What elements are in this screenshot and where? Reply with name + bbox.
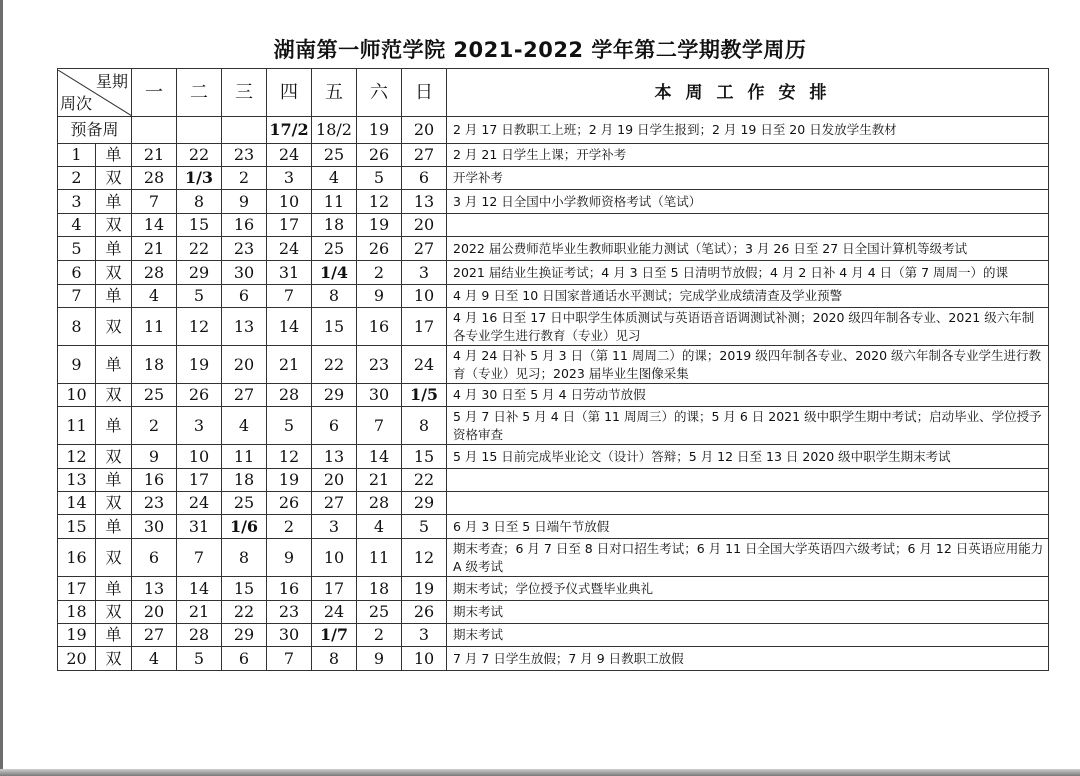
week-row — [58, 346, 1049, 384]
day-cell: 10 — [402, 647, 447, 671]
day-cell: 14 — [267, 308, 312, 346]
day-cell: 24 — [177, 492, 222, 515]
day-cell: 9 — [357, 285, 402, 308]
week-parity-cell: 单 — [96, 144, 132, 167]
day-cell: 18/2 — [312, 117, 357, 144]
week-number-cell: 19 — [58, 624, 96, 647]
week-parity-cell: 双 — [96, 601, 132, 624]
corner-label-weekday: 星期 — [95, 71, 128, 91]
week-parity-cell: 单 — [96, 624, 132, 647]
day-cell: 14 — [357, 445, 402, 469]
day-cell: 6 — [312, 407, 357, 445]
header-day-fri: 五 — [312, 69, 357, 117]
teaching-calendar-table — [57, 68, 1049, 671]
day-cell: 22 — [402, 469, 447, 492]
day-cell: 25 — [312, 237, 357, 261]
week-row — [58, 647, 1049, 671]
week-parity-cell: 双 — [96, 261, 132, 285]
week-number-cell: 7 — [58, 285, 96, 308]
day-cell: 17 — [312, 577, 357, 601]
week-number-cell: 2 — [58, 167, 96, 190]
week-number-cell: 9 — [58, 346, 96, 384]
week-row — [58, 492, 1049, 515]
week-parity-cell: 单 — [96, 407, 132, 445]
arrangement-cell — [447, 492, 1049, 515]
day-cell: 26 — [402, 601, 447, 624]
day-cell: 24 — [402, 346, 447, 384]
day-cell: 3 — [402, 261, 447, 285]
day-cell: 23 — [222, 237, 267, 261]
day-cell: 12 — [357, 190, 402, 214]
week-parity-cell: 双 — [96, 308, 132, 346]
day-cell: 1/7 — [312, 624, 357, 647]
week-row — [58, 445, 1049, 469]
day-cell: 5 — [402, 515, 447, 539]
day-cell — [222, 117, 267, 144]
day-cell: 15 — [312, 308, 357, 346]
day-cell: 17 — [177, 469, 222, 492]
week-number-cell: 6 — [58, 261, 96, 285]
day-cell: 28 — [132, 167, 177, 190]
day-cell: 3 — [312, 515, 357, 539]
day-cell: 17 — [402, 308, 447, 346]
day-cell: 21 — [357, 469, 402, 492]
day-cell: 20 — [222, 346, 267, 384]
week-number-cell: 11 — [58, 407, 96, 445]
day-cell: 7 — [267, 285, 312, 308]
week-number-cell: 20 — [58, 647, 96, 671]
day-cell: 17 — [267, 214, 312, 237]
day-cell: 4 — [132, 647, 177, 671]
week-number-cell: 16 — [58, 539, 96, 577]
day-cell: 20 — [132, 601, 177, 624]
day-cell: 18 — [357, 577, 402, 601]
day-cell: 18 — [222, 469, 267, 492]
day-cell: 20 — [402, 117, 447, 144]
day-cell: 22 — [312, 346, 357, 384]
arrangement-cell: 期末考试 — [447, 624, 1049, 647]
week-row — [58, 601, 1049, 624]
day-cell: 24 — [312, 601, 357, 624]
day-cell: 10 — [267, 190, 312, 214]
day-cell: 2 — [357, 624, 402, 647]
week-row — [58, 144, 1049, 167]
week-parity-cell: 单 — [96, 285, 132, 308]
week-number-cell: 13 — [58, 469, 96, 492]
header-day-thu: 四 — [267, 69, 312, 117]
day-cell: 30 — [222, 261, 267, 285]
day-cell: 21 — [267, 346, 312, 384]
day-cell: 24 — [267, 237, 312, 261]
arrangement-cell: 4 月 16 日至 17 日中职学生体质测试与英语语音语调测试补测；2020 级四年制各专业、2021 级六年制各专业学生进行教育（专业）见习 — [447, 308, 1049, 346]
week-row — [58, 190, 1049, 214]
prep-week-row — [58, 117, 1049, 144]
week-parity-cell: 双 — [96, 445, 132, 469]
day-cell: 11 — [357, 539, 402, 577]
day-cell: 24 — [267, 144, 312, 167]
day-cell: 1/5 — [402, 384, 447, 407]
day-cell: 15 — [177, 214, 222, 237]
day-cell: 9 — [222, 190, 267, 214]
week-row — [58, 167, 1049, 190]
week-number-cell: 18 — [58, 601, 96, 624]
day-cell: 30 — [267, 624, 312, 647]
arrangement-cell: 2 月 17 日教职工上班；2 月 19 日学生报到；2 月 19 日至 20 日发放学生教材 — [447, 117, 1049, 144]
arrangement-cell: 2021 届结业生换证考试；4 月 3 日至 5 日清明节放假；4 月 2 日补 4 月 4 日（第 7 周周一）的课 — [447, 261, 1049, 285]
day-cell: 8 — [222, 539, 267, 577]
day-cell: 17/2 — [267, 117, 312, 144]
week-parity-cell: 双 — [96, 539, 132, 577]
week-number-cell: 14 — [58, 492, 96, 515]
day-cell: 1/4 — [312, 261, 357, 285]
arrangement-cell: 5 月 15 日前完成毕业论文（设计）答辩；5 月 12 日至 13 日 2020 级中职学生期末考试 — [447, 445, 1049, 469]
day-cell: 13 — [402, 190, 447, 214]
day-cell: 27 — [312, 492, 357, 515]
day-cell: 19 — [357, 214, 402, 237]
arrangement-cell — [447, 469, 1049, 492]
day-cell: 7 — [177, 539, 222, 577]
day-cell: 21 — [132, 144, 177, 167]
day-cell: 11 — [312, 190, 357, 214]
day-cell: 5 — [177, 647, 222, 671]
day-cell: 22 — [222, 601, 267, 624]
day-cell: 10 — [177, 445, 222, 469]
day-cell: 26 — [267, 492, 312, 515]
week-row — [58, 539, 1049, 577]
corner-label-week: 周次 — [60, 93, 93, 113]
week-row — [58, 308, 1049, 346]
day-cell: 16 — [132, 469, 177, 492]
day-cell: 13 — [222, 308, 267, 346]
day-cell: 11 — [222, 445, 267, 469]
week-row — [58, 624, 1049, 647]
day-cell: 5 — [357, 167, 402, 190]
week-row — [58, 214, 1049, 237]
page-edge-left — [0, 0, 3, 776]
arrangement-cell: 开学补考 — [447, 167, 1049, 190]
day-cell: 19 — [402, 577, 447, 601]
arrangement-cell: 7 月 7 日学生放假；7 月 9 日教职工放假 — [447, 647, 1049, 671]
day-cell: 2 — [267, 515, 312, 539]
day-cell: 29 — [402, 492, 447, 515]
day-cell: 13 — [132, 577, 177, 601]
arrangement-cell: 5 月 7 日补 5 月 4 日（第 11 周周三）的课；5 月 6 日 2021 级中职学生期中考试；启动毕业、学位授予资格审查 — [447, 407, 1049, 445]
week-number-cell: 4 — [58, 214, 96, 237]
day-cell: 2 — [132, 407, 177, 445]
week-parity-cell: 双 — [96, 647, 132, 671]
day-cell: 25 — [132, 384, 177, 407]
day-cell: 5 — [177, 285, 222, 308]
header-row — [58, 69, 1049, 117]
day-cell: 10 — [402, 285, 447, 308]
day-cell: 25 — [312, 144, 357, 167]
day-cell: 8 — [402, 407, 447, 445]
day-cell: 3 — [402, 624, 447, 647]
day-cell: 9 — [267, 539, 312, 577]
day-cell: 20 — [312, 469, 357, 492]
day-cell: 18 — [132, 346, 177, 384]
day-cell: 6 — [222, 647, 267, 671]
day-cell: 12 — [267, 445, 312, 469]
day-cell: 27 — [402, 237, 447, 261]
day-cell: 28 — [177, 624, 222, 647]
day-cell: 14 — [132, 214, 177, 237]
week-number-cell: 17 — [58, 577, 96, 601]
day-cell: 30 — [132, 515, 177, 539]
day-cell: 18 — [312, 214, 357, 237]
day-cell: 30 — [357, 384, 402, 407]
day-cell: 1/3 — [177, 167, 222, 190]
day-cell: 11 — [132, 308, 177, 346]
day-cell: 2 — [222, 167, 267, 190]
day-cell: 12 — [177, 308, 222, 346]
arrangement-cell: 期末考试；学位授予仪式暨毕业典礼 — [447, 577, 1049, 601]
week-row — [58, 407, 1049, 445]
week-number-cell: 1 — [58, 144, 96, 167]
day-cell: 4 — [357, 515, 402, 539]
day-cell: 8 — [312, 647, 357, 671]
day-cell: 7 — [357, 407, 402, 445]
arrangement-cell: 4 月 9 日至 10 日国家普通话水平测试；完成学业成绩清查及学业预警 — [447, 285, 1049, 308]
day-cell: 16 — [222, 214, 267, 237]
day-cell: 5 — [267, 407, 312, 445]
day-cell: 3 — [177, 407, 222, 445]
day-cell: 23 — [357, 346, 402, 384]
day-cell — [177, 117, 222, 144]
day-cell: 16 — [267, 577, 312, 601]
arrangement-cell: 期末考试 — [447, 601, 1049, 624]
week-row — [58, 261, 1049, 285]
day-cell: 31 — [177, 515, 222, 539]
day-cell: 25 — [357, 601, 402, 624]
arrangement-cell: 2022 届公费师范毕业生教师职业能力测试（笔试）；3 月 26 日至 27 日全国计算机等级考试 — [447, 237, 1049, 261]
week-number-cell: 8 — [58, 308, 96, 346]
week-parity-cell: 单 — [96, 346, 132, 384]
day-cell: 7 — [132, 190, 177, 214]
day-cell — [132, 117, 177, 144]
week-parity-cell: 单 — [96, 515, 132, 539]
week-row — [58, 384, 1049, 407]
day-cell: 14 — [177, 577, 222, 601]
day-cell: 27 — [132, 624, 177, 647]
day-cell: 19 — [357, 117, 402, 144]
day-cell: 6 — [132, 539, 177, 577]
document-title: 湖南第一师范学院 2021-2022 学年第二学期教学周历 — [273, 38, 807, 62]
day-cell: 21 — [177, 601, 222, 624]
day-cell: 8 — [312, 285, 357, 308]
day-cell: 22 — [177, 144, 222, 167]
page-edge-bottom — [0, 769, 1080, 776]
day-cell: 1/6 — [222, 515, 267, 539]
week-row — [58, 577, 1049, 601]
header-day-mon: 一 — [132, 69, 177, 117]
day-cell: 27 — [402, 144, 447, 167]
day-cell: 26 — [357, 237, 402, 261]
week-parity-cell: 双 — [96, 492, 132, 515]
day-cell: 19 — [267, 469, 312, 492]
day-cell: 6 — [222, 285, 267, 308]
week-row — [58, 515, 1049, 539]
week-parity-cell: 单 — [96, 577, 132, 601]
arrangement-cell — [447, 214, 1049, 237]
arrangement-cell: 2 月 21 日学生上课；开学补考 — [447, 144, 1049, 167]
arrangement-cell: 4 月 30 日至 5 月 4 日劳动节放假 — [447, 384, 1049, 407]
day-cell: 23 — [222, 144, 267, 167]
week-parity-cell: 单 — [96, 237, 132, 261]
day-cell: 10 — [312, 539, 357, 577]
week-row — [58, 285, 1049, 308]
header-arrangement: 本周工作安排 — [447, 69, 1049, 117]
header-day-wed: 三 — [222, 69, 267, 117]
day-cell: 23 — [267, 601, 312, 624]
arrangement-cell: 3 月 12 日全国中小学教师资格考试（笔试） — [447, 190, 1049, 214]
day-cell: 4 — [132, 285, 177, 308]
day-cell: 4 — [312, 167, 357, 190]
week-number-cell: 5 — [58, 237, 96, 261]
day-cell: 9 — [132, 445, 177, 469]
day-cell: 29 — [222, 624, 267, 647]
day-cell: 19 — [177, 346, 222, 384]
corner-cell — [58, 69, 132, 117]
header-day-sun: 日 — [402, 69, 447, 117]
day-cell: 2 — [357, 261, 402, 285]
day-cell: 25 — [222, 492, 267, 515]
week-parity-cell: 单 — [96, 190, 132, 214]
week-number-cell: 3 — [58, 190, 96, 214]
day-cell: 29 — [312, 384, 357, 407]
week-number-cell: 15 — [58, 515, 96, 539]
day-cell: 28 — [357, 492, 402, 515]
day-cell: 26 — [357, 144, 402, 167]
week-parity-cell: 单 — [96, 469, 132, 492]
day-cell: 13 — [312, 445, 357, 469]
arrangement-cell: 4 月 24 日补 5 月 3 日（第 11 周周二）的课；2019 级四年制各专业、2020 级六年制各专业学生进行教育（专业）见习；2023 届毕业生图像采集 — [447, 346, 1049, 384]
day-cell: 8 — [177, 190, 222, 214]
day-cell: 27 — [222, 384, 267, 407]
day-cell: 29 — [177, 261, 222, 285]
day-cell: 12 — [402, 539, 447, 577]
day-cell: 3 — [267, 167, 312, 190]
arrangement-cell: 期末考查；6 月 7 日至 8 日对口招生考试；6 月 11 日全国大学英语四六级考试；6 月 12 日英语应用能力 A 级考试 — [447, 539, 1049, 577]
header-day-sat: 六 — [357, 69, 402, 117]
week-row — [58, 469, 1049, 492]
week-parity-cell: 双 — [96, 384, 132, 407]
week-number-cell: 12 — [58, 445, 96, 469]
day-cell: 9 — [357, 647, 402, 671]
day-cell: 28 — [267, 384, 312, 407]
day-cell: 31 — [267, 261, 312, 285]
prep-week-label: 预备周 — [58, 117, 132, 144]
day-cell: 16 — [357, 308, 402, 346]
day-cell: 4 — [222, 407, 267, 445]
day-cell: 15 — [402, 445, 447, 469]
week-parity-cell: 双 — [96, 214, 132, 237]
day-cell: 26 — [177, 384, 222, 407]
day-cell: 22 — [177, 237, 222, 261]
day-cell: 28 — [132, 261, 177, 285]
day-cell: 15 — [222, 577, 267, 601]
week-row — [58, 237, 1049, 261]
day-cell: 6 — [402, 167, 447, 190]
arrangement-cell: 6 月 3 日至 5 日端午节放假 — [447, 515, 1049, 539]
week-parity-cell: 双 — [96, 167, 132, 190]
day-cell: 21 — [132, 237, 177, 261]
day-cell: 20 — [402, 214, 447, 237]
day-cell: 23 — [132, 492, 177, 515]
day-cell: 7 — [267, 647, 312, 671]
week-number-cell: 10 — [58, 384, 96, 407]
header-day-tue: 二 — [177, 69, 222, 117]
